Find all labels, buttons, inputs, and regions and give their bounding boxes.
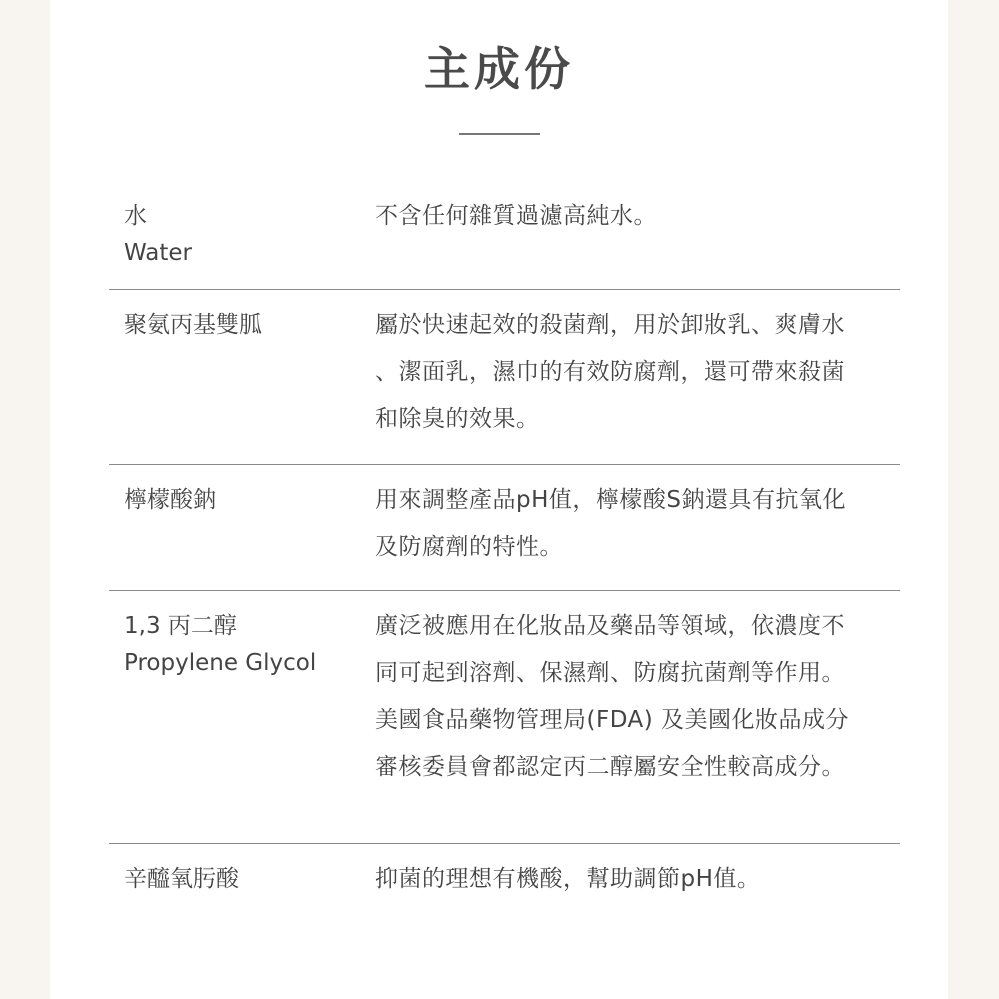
ingredient-row-caprylhydroxamic-acid	[109, 844, 900, 924]
ingredient-name	[109, 307, 362, 464]
description-line: 用來調整產品pH值，檸檬酸S鈉還具有抗氧化	[375, 487, 846, 513]
ingredient-description	[362, 603, 900, 843]
description-line: 審核委員會都認定丙二醇屬安全性較高成分。	[375, 754, 845, 780]
page-title: 主成份	[424, 42, 574, 96]
ingredient-name-en: Water	[124, 240, 192, 266]
ingredients-card	[50, 0, 948, 999]
description-line: 廣泛被應用在化妝品及藥品等領域，依濃度不	[375, 613, 845, 639]
description-line: 抑菌的理想有機酸，幫助調節pH值。	[375, 866, 761, 892]
ingredient-row-polyaminopropyl-biguanide	[109, 290, 900, 465]
ingredient-name	[109, 861, 362, 924]
ingredient-row-sodium-citrate	[109, 465, 900, 591]
description-line: 、潔面乳，濕巾的有效防腐劑，還可帶來殺菌	[375, 359, 845, 385]
ingredient-name-zh: 聚氨丙基雙胍	[124, 312, 262, 338]
ingredient-name-zh: 辛醯氧肟酸	[124, 866, 239, 892]
ingredient-row-water	[109, 192, 900, 290]
ingredient-name-zh: 1,3 丙二醇	[124, 613, 237, 639]
ingredient-name-zh: 水	[124, 203, 147, 229]
description-line: 和除臭的效果。	[375, 406, 540, 432]
ingredient-description	[362, 477, 900, 590]
ingredient-description	[362, 302, 900, 464]
ingredient-table	[109, 192, 900, 924]
title-divider	[459, 133, 540, 135]
ingredient-description	[362, 856, 900, 924]
ingredient-row-propylene-glycol	[109, 591, 900, 844]
description-line: 同可起到溶劑、保濕劑、防腐抗菌劑等作用。	[375, 660, 845, 686]
description-line: 及防腐劑的特性。	[375, 534, 563, 560]
description-line: 屬於快速起效的殺菌劑，用於卸妝乳、爽膚水	[375, 312, 845, 338]
ingredient-name	[109, 608, 362, 843]
ingredient-description	[362, 193, 900, 289]
ingredient-name	[109, 482, 362, 590]
description-line: 不含任何雜質過濾高純水。	[375, 203, 657, 229]
ingredient-name-en: Propylene Glycol	[124, 650, 317, 676]
ingredient-name-zh: 檸檬酸鈉	[124, 487, 216, 513]
ingredient-name	[109, 198, 362, 289]
description-line: 美國食品藥物管理局(FDA) 及美國化妝品成分	[375, 707, 850, 733]
